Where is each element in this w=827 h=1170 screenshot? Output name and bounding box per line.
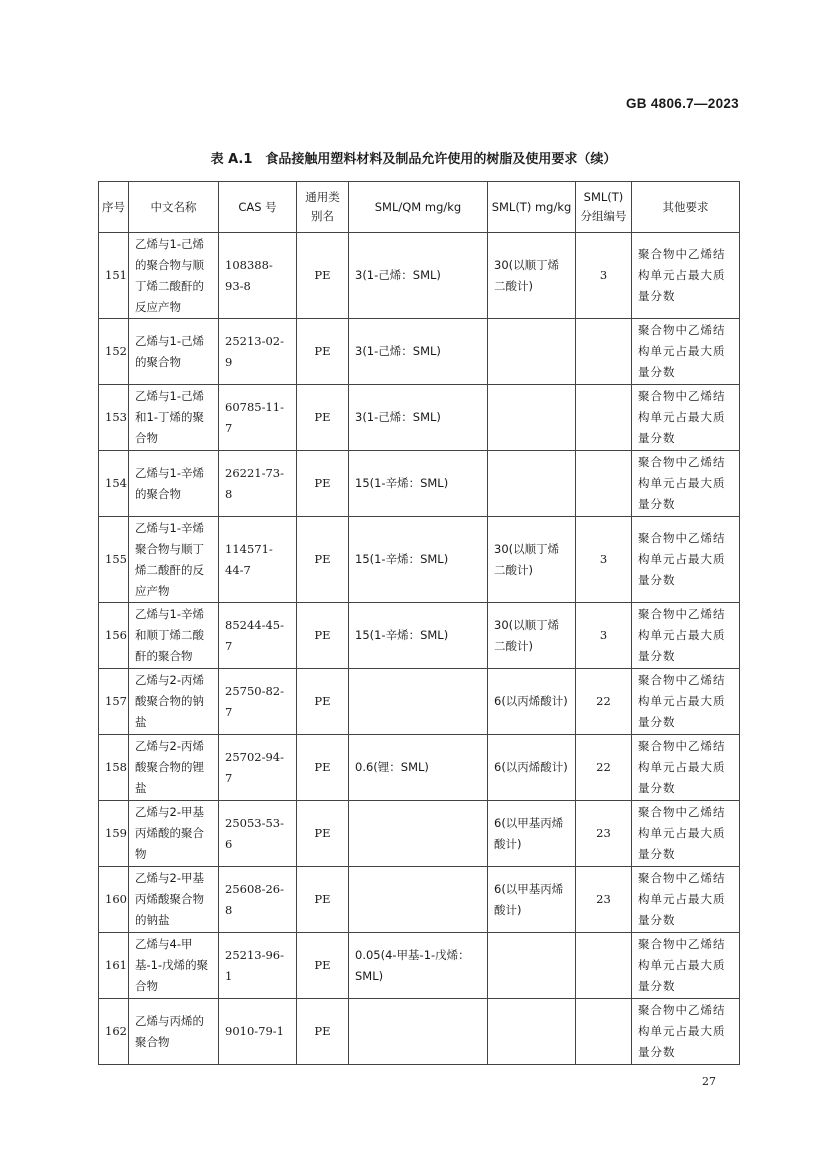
sml-qm-value: 15(1-辛烯：SML) (349, 451, 488, 517)
sml-qm-value: 15(1-辛烯：SML) (349, 517, 488, 603)
general-category: PE (297, 319, 349, 385)
chinese-name: 乙烯与1-辛烯和顺丁烯二酸酐的聚合物 (129, 603, 219, 669)
chinese-name: 乙烯与丙烯的聚合物 (129, 999, 219, 1065)
sml-t-value: 6(以丙烯酸计) (488, 669, 576, 735)
row-number: 157 (99, 669, 129, 735)
cas-number: 60785-11-7 (219, 385, 297, 451)
sml-qm-value (349, 801, 488, 867)
table-row (99, 319, 740, 385)
row-number: 156 (99, 603, 129, 669)
general-category: PE (297, 603, 349, 669)
table-row (99, 669, 740, 735)
sml-t-group: 3 (576, 603, 632, 669)
cas-number: 9010-79-1 (219, 999, 297, 1065)
sml-qm-value: 0.05(4-甲基-1-戊烯：SML) (349, 933, 488, 999)
table-row (99, 233, 740, 319)
header-name: 中文名称 (129, 182, 219, 233)
chinese-name: 乙烯与2-甲基丙烯酸的聚合物 (129, 801, 219, 867)
chinese-name: 乙烯与1-己烯和1-丁烯的聚合物 (129, 385, 219, 451)
sml-qm-value: 0.6(锂：SML) (349, 735, 488, 801)
cas-number: 114571-44-7 (219, 517, 297, 603)
header-sml-t-group: SML(T)分组编号 (576, 182, 632, 233)
sml-t-value (488, 385, 576, 451)
table-row (99, 801, 740, 867)
row-number: 160 (99, 867, 129, 933)
row-number: 158 (99, 735, 129, 801)
other-requirements: 聚合物中乙烯结构单元占最大质量分数 (632, 735, 740, 801)
cas-number: 25213-96-1 (219, 933, 297, 999)
cas-number: 25213-02-9 (219, 319, 297, 385)
sml-qm-value (349, 999, 488, 1065)
general-category: PE (297, 517, 349, 603)
table-row (99, 933, 740, 999)
general-category: PE (297, 933, 349, 999)
sml-qm-value (349, 669, 488, 735)
chinese-name: 乙烯与1-辛烯聚合物与顺丁烯二酸酐的反应产物 (129, 517, 219, 603)
table-title: 表 A.1 食品接触用塑料材料及制品允许使用的树脂及使用要求（续） (210, 152, 617, 167)
sml-t-group (576, 319, 632, 385)
other-requirements: 聚合物中乙烯结构单元占最大质量分数 (632, 319, 740, 385)
sml-qm-value: 15(1-辛烯：SML) (349, 603, 488, 669)
header-other: 其他要求 (632, 182, 740, 233)
chinese-name: 乙烯与2-甲基丙烯酸聚合物的钠盐 (129, 867, 219, 933)
other-requirements: 聚合物中乙烯结构单元占最大质量分数 (632, 867, 740, 933)
sml-t-group: 22 (576, 735, 632, 801)
chinese-name: 乙烯与2-丙烯酸聚合物的锂盐 (129, 735, 219, 801)
cas-number: 25702-94-7 (219, 735, 297, 801)
table-row (99, 999, 740, 1065)
other-requirements: 聚合物中乙烯结构单元占最大质量分数 (632, 233, 740, 319)
other-requirements: 聚合物中乙烯结构单元占最大质量分数 (632, 385, 740, 451)
general-category: PE (297, 801, 349, 867)
cas-number: 25608-26-8 (219, 867, 297, 933)
general-category: PE (297, 867, 349, 933)
table-row (99, 603, 740, 669)
table-row (99, 517, 740, 603)
resin-table (98, 181, 740, 1065)
sml-t-value (488, 999, 576, 1065)
header-type: 通用类别名 (297, 182, 349, 233)
row-number: 152 (99, 319, 129, 385)
cas-number: 25750-82-7 (219, 669, 297, 735)
sml-t-value: 30(以顺丁烯二酸计) (488, 233, 576, 319)
row-number: 159 (99, 801, 129, 867)
sml-t-value: 30(以顺丁烯二酸计) (488, 517, 576, 603)
sml-t-group: 3 (576, 517, 632, 603)
chinese-name: 乙烯与1-己烯的聚合物与顺丁烯二酸酐的反应产物 (129, 233, 219, 319)
sml-t-value (488, 319, 576, 385)
other-requirements: 聚合物中乙烯结构单元占最大质量分数 (632, 801, 740, 867)
general-category: PE (297, 669, 349, 735)
sml-qm-value (349, 867, 488, 933)
other-requirements: 聚合物中乙烯结构单元占最大质量分数 (632, 933, 740, 999)
header-sml-qm: SML/QM mg/kg (349, 182, 488, 233)
general-category: PE (297, 385, 349, 451)
sml-t-group (576, 385, 632, 451)
table-body (99, 233, 740, 1065)
table-row (99, 451, 740, 517)
sml-qm-value: 3(1-己烯：SML) (349, 233, 488, 319)
sml-t-value: 6(以甲基丙烯酸计) (488, 801, 576, 867)
other-requirements: 聚合物中乙烯结构单元占最大质量分数 (632, 451, 740, 517)
general-category: PE (297, 233, 349, 319)
row-number: 155 (99, 517, 129, 603)
sml-t-group (576, 933, 632, 999)
sml-t-group: 3 (576, 233, 632, 319)
sml-t-group (576, 451, 632, 517)
sml-t-group (576, 999, 632, 1065)
other-requirements: 聚合物中乙烯结构单元占最大质量分数 (632, 999, 740, 1065)
other-requirements: 聚合物中乙烯结构单元占最大质量分数 (632, 517, 740, 603)
sml-t-value (488, 451, 576, 517)
sml-t-value: 6(以丙烯酸计) (488, 735, 576, 801)
table-row (99, 385, 740, 451)
table-header-row (99, 182, 740, 233)
cas-number: 108388-93-8 (219, 233, 297, 319)
row-number: 153 (99, 385, 129, 451)
chinese-name: 乙烯与1-辛烯的聚合物 (129, 451, 219, 517)
sml-qm-value: 3(1-己烯：SML) (349, 385, 488, 451)
page-number: 27 (702, 1075, 716, 1088)
table-row (99, 735, 740, 801)
other-requirements: 聚合物中乙烯结构单元占最大质量分数 (632, 603, 740, 669)
sml-t-value: 30(以顺丁烯二酸计) (488, 603, 576, 669)
sml-t-group: 23 (576, 801, 632, 867)
row-number: 162 (99, 999, 129, 1065)
row-number: 151 (99, 233, 129, 319)
other-requirements: 聚合物中乙烯结构单元占最大质量分数 (632, 669, 740, 735)
row-number: 161 (99, 933, 129, 999)
chinese-name: 乙烯与4-甲基-1-戊烯的聚合物 (129, 933, 219, 999)
chinese-name: 乙烯与1-己烯的聚合物 (129, 319, 219, 385)
header-no: 序号 (99, 182, 129, 233)
table-row (99, 867, 740, 933)
general-category: PE (297, 451, 349, 517)
sml-t-group: 23 (576, 867, 632, 933)
row-number: 154 (99, 451, 129, 517)
sml-t-value: 6(以甲基丙烯酸计) (488, 867, 576, 933)
cas-number: 25053-53-6 (219, 801, 297, 867)
sml-qm-value: 3(1-己烯：SML) (349, 319, 488, 385)
general-category: PE (297, 735, 349, 801)
cas-number: 85244-45-7 (219, 603, 297, 669)
header-cas: CAS 号 (219, 182, 297, 233)
sml-t-group: 22 (576, 669, 632, 735)
chinese-name: 乙烯与2-丙烯酸聚合物的钠盐 (129, 669, 219, 735)
standard-number: GB 4806.7—2023 (625, 96, 739, 111)
general-category: PE (297, 999, 349, 1065)
sml-t-value (488, 933, 576, 999)
header-sml-t: SML(T) mg/kg (488, 182, 576, 233)
cas-number: 26221-73-8 (219, 451, 297, 517)
